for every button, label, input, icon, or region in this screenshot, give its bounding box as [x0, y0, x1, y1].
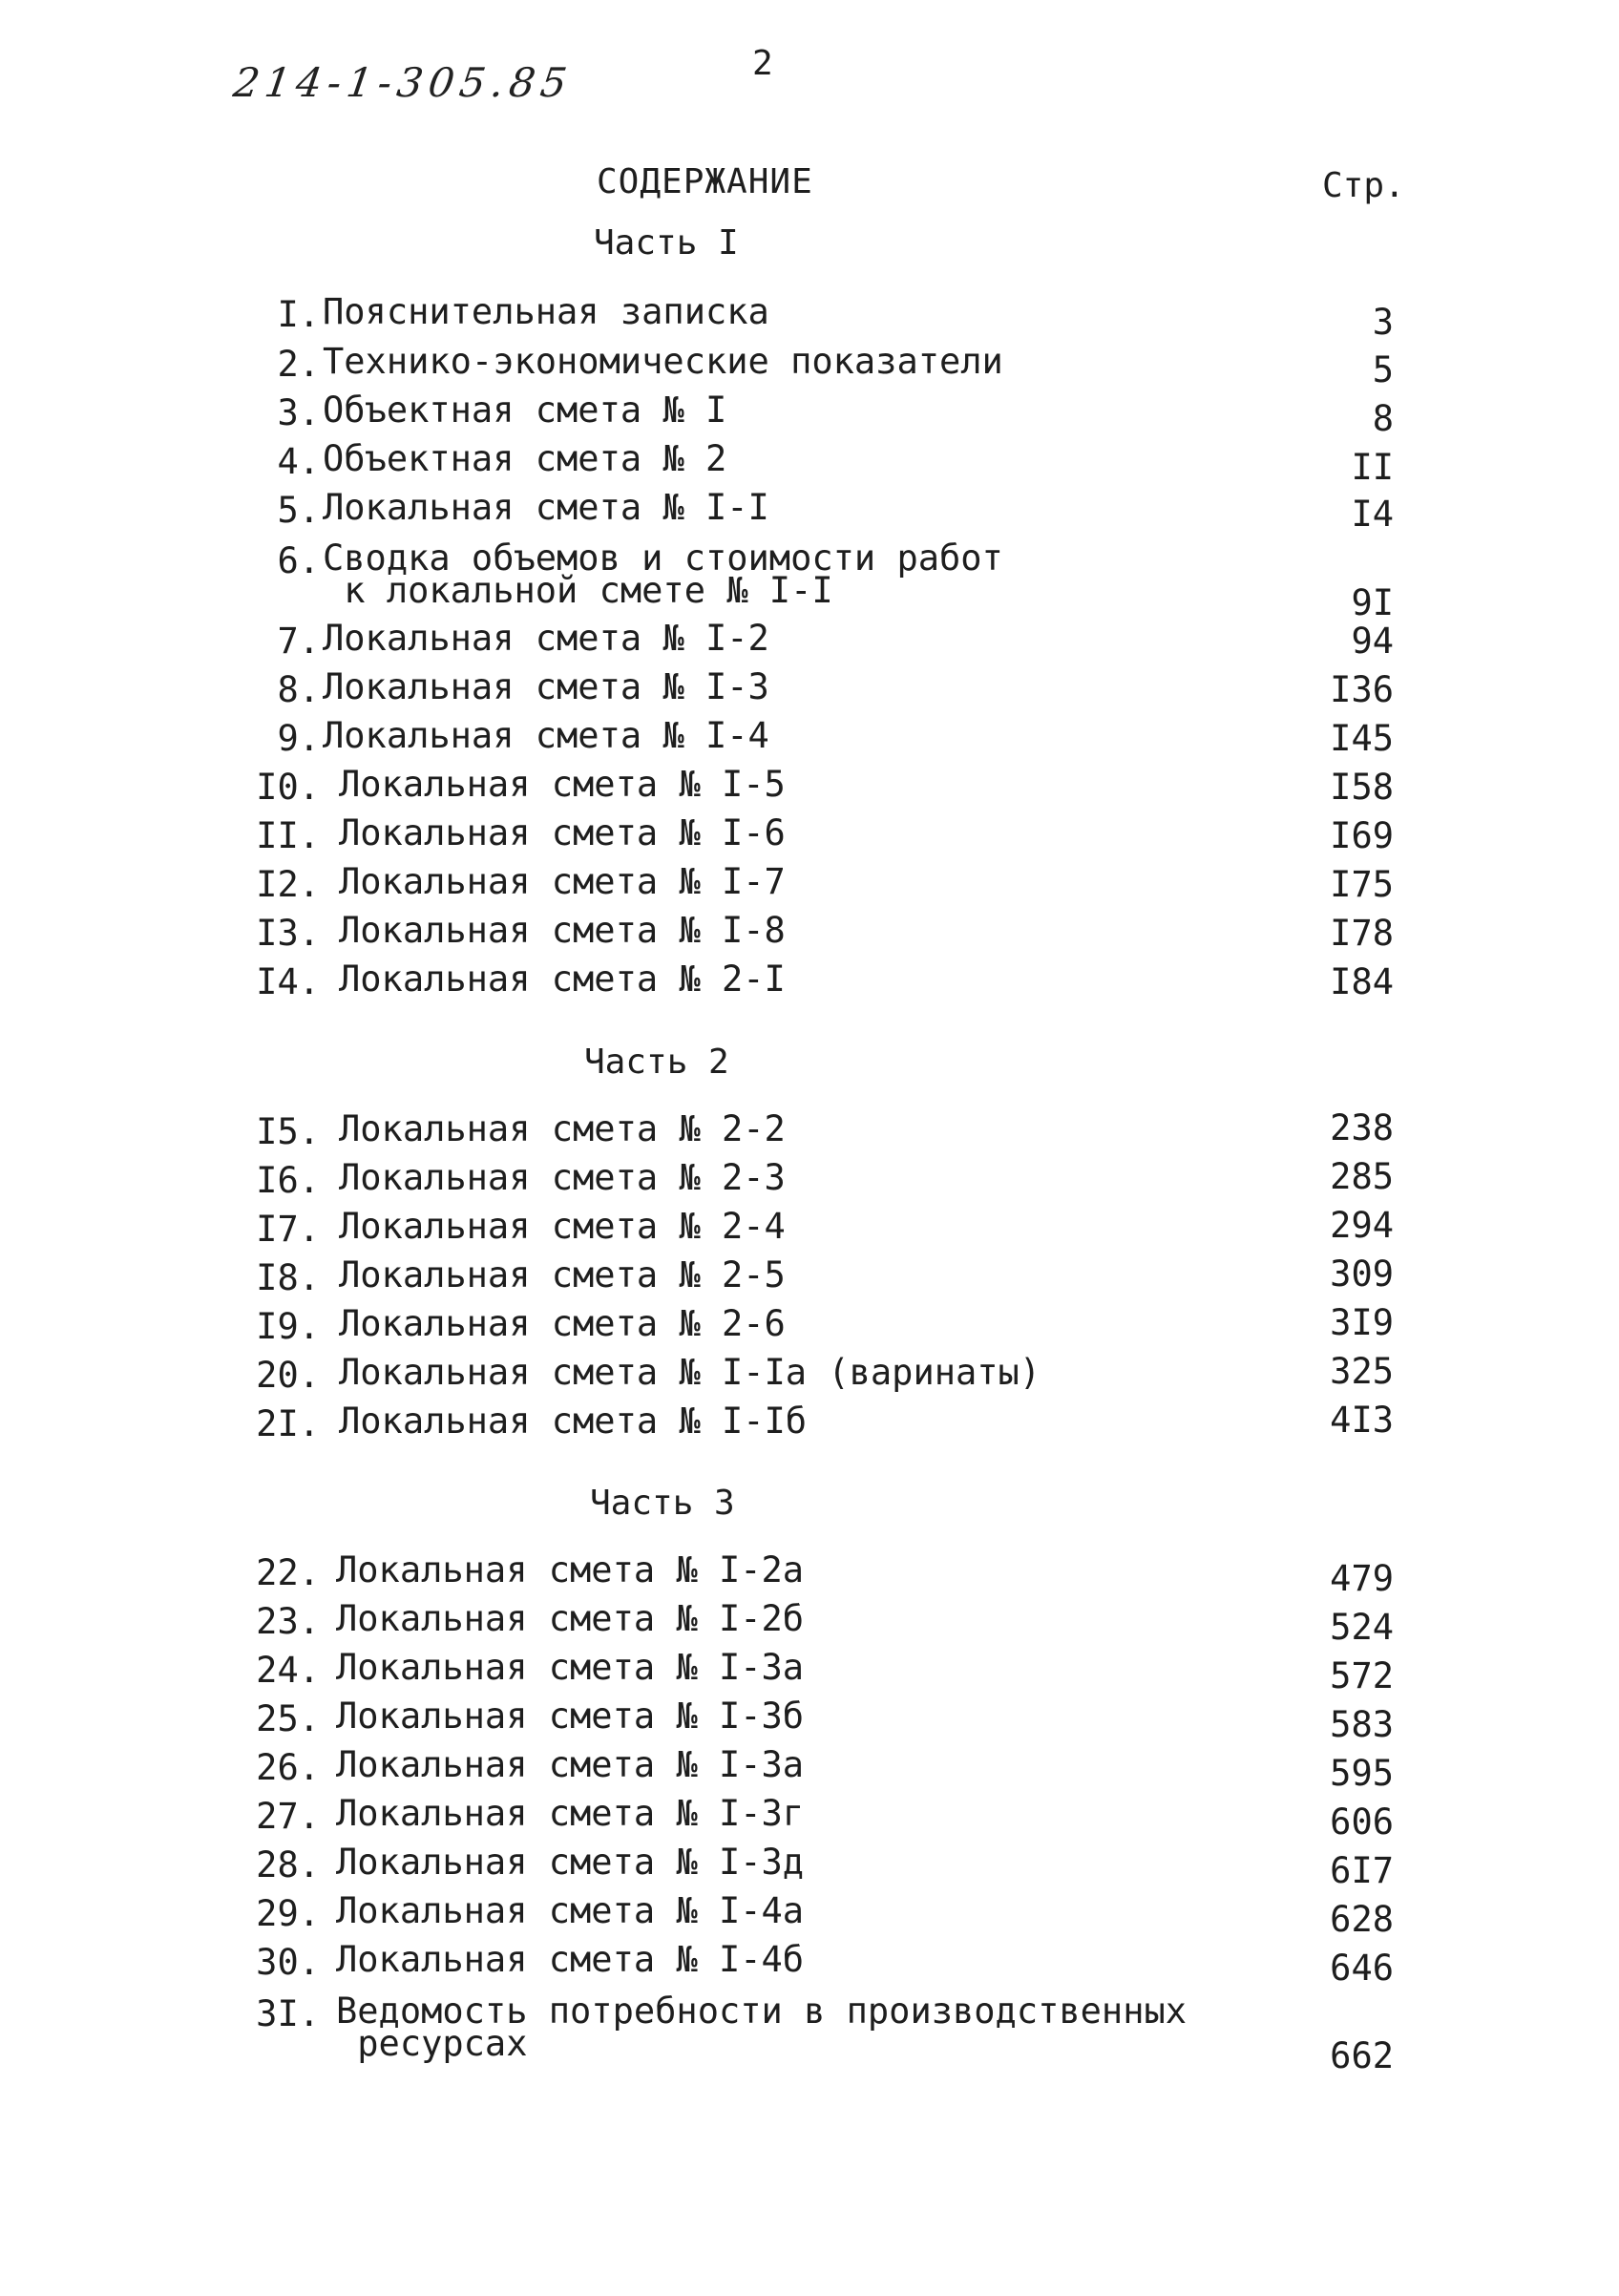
entry-number: 25. [256, 1698, 320, 1739]
toc-entry [0, 1890, 1619, 1940]
entry-number: 2. [277, 344, 320, 385]
entry-title: Ведомость потребности в производственных ресурсах [336, 1991, 1188, 2064]
toc-entry [0, 812, 1619, 856]
entry-title: Локальная смета № I-2а [336, 1549, 805, 1590]
toc-entry [0, 1939, 1619, 1989]
toc-entry [0, 618, 1619, 662]
toc-entry [0, 1991, 1619, 2076]
entry-page: 9I [1351, 582, 1394, 623]
toc-entry [0, 390, 1619, 439]
toc-entry [0, 1156, 1619, 1201]
entry-page: I75 [1330, 864, 1394, 905]
entry-page: II [1351, 447, 1394, 488]
entry-page: 5 [1372, 349, 1394, 390]
entry-title: Локальная смета № I-6 [339, 812, 786, 853]
entry-page: 8 [1372, 398, 1394, 439]
toc-entry [0, 1598, 1619, 1648]
entry-number: 20. [256, 1355, 320, 1396]
entry-number: 27. [256, 1796, 320, 1837]
entry-number: I8. [256, 1257, 320, 1298]
entry-number: 22. [256, 1552, 320, 1593]
toc-entry [0, 438, 1619, 488]
entry-page: 6I7 [1330, 1850, 1394, 1891]
entry-title: Локальная смета № I-3б [336, 1696, 805, 1737]
entry-number: I3. [256, 913, 320, 954]
entry-title: Локальная смета № 2-6 [339, 1303, 786, 1344]
toc-entry [0, 1842, 1619, 1891]
entry-page: 606 [1330, 1801, 1394, 1843]
entry-title: Локальная смета № 2-I [339, 958, 786, 1000]
entry-title: Локальная смета № I-3а [336, 1744, 805, 1785]
toc-entry [0, 1744, 1619, 1794]
entry-title: Локальная смета № I-4а [336, 1890, 805, 1931]
entry-title: Локальная смета № I-7 [339, 861, 786, 902]
toc-entry [0, 1205, 1619, 1250]
entry-title: Локальная смета № I-3г [336, 1793, 805, 1834]
entry-title: Локальная смета № 2-4 [339, 1206, 786, 1247]
entry-title: Локальная смета № I-4 [323, 715, 769, 756]
entry-number: 9. [277, 718, 320, 759]
entry-page: 325 [1330, 1351, 1394, 1392]
entry-number: II. [256, 815, 320, 856]
toc-entry [0, 1253, 1619, 1298]
entry-number: I2. [256, 864, 320, 905]
entry-number: 30. [256, 1942, 320, 1983]
entry-number: 6. [277, 540, 320, 581]
entry-number: I. [277, 294, 320, 335]
toc-entry [0, 1400, 1619, 1444]
entry-page: 628 [1330, 1899, 1394, 1940]
entry-page: 4I3 [1330, 1400, 1394, 1441]
entry-page: 3 [1372, 302, 1394, 343]
part-heading-3: Часть 3 [590, 1484, 735, 1523]
entry-page: I69 [1330, 815, 1394, 856]
entry-title: Локальная смета № I-I [323, 487, 769, 528]
entry-title: Локальная смета № 2-3 [339, 1157, 786, 1198]
entry-title: Локальная смета № I-2 [323, 618, 769, 659]
page-number: 2 [752, 44, 773, 83]
entry-number: 3. [277, 392, 320, 433]
toc-entry [0, 487, 1619, 535]
toc-entry [0, 764, 1619, 808]
entry-title: Локальная смета № I-8 [339, 910, 786, 951]
entry-title: Пояснительная записка [323, 291, 769, 332]
entry-number: 23. [256, 1601, 320, 1642]
entry-page: I36 [1330, 669, 1394, 710]
entry-page: I45 [1330, 718, 1394, 759]
toc-entry [0, 861, 1619, 905]
entry-page: 294 [1330, 1205, 1394, 1246]
toc-entry [0, 1549, 1619, 1599]
entry-number: I6. [256, 1160, 320, 1201]
page-column-header: Стр. [1322, 166, 1405, 205]
entry-number: 4. [277, 441, 320, 482]
toc-entry [0, 291, 1619, 343]
part-heading-1: Часть I [594, 223, 739, 263]
toc-entry [0, 715, 1619, 759]
entry-title: Сводка объемов и стоимости работ к локальной смете № I-I [323, 537, 1003, 611]
toc-entry [0, 341, 1619, 390]
entry-number: 5. [277, 490, 320, 531]
toc-entry [0, 666, 1619, 710]
entry-page: 662 [1330, 2035, 1394, 2076]
entry-number: I4. [256, 961, 320, 1002]
entry-title: Локальная смета № I-5 [339, 764, 786, 805]
entry-number: I5. [256, 1111, 320, 1152]
toc-entry [0, 1647, 1619, 1696]
part-heading-2: Часть 2 [584, 1043, 729, 1082]
entry-title: Локальная смета № I-Iб [339, 1401, 808, 1442]
toc-entry [0, 910, 1619, 954]
entry-page: I4 [1351, 494, 1394, 535]
entry-number: 3I. [256, 1993, 320, 2034]
entry-number: I9. [256, 1306, 320, 1347]
document-code: 214-1-305.85 [230, 59, 576, 106]
entry-number: 8. [277, 669, 320, 710]
toc-entry [0, 1696, 1619, 1745]
toc-entry [0, 958, 1619, 1002]
toc-entry [0, 1793, 1619, 1843]
entry-number: I0. [256, 767, 320, 808]
entry-title: Локальная смета № I-3а [336, 1647, 805, 1688]
entry-page: 285 [1330, 1156, 1394, 1197]
entry-page: I84 [1330, 961, 1394, 1002]
entry-page: 646 [1330, 1948, 1394, 1989]
entry-page: I58 [1330, 767, 1394, 808]
toc-entry [0, 1107, 1619, 1152]
entry-number: 7. [277, 621, 320, 662]
entry-page: 595 [1330, 1753, 1394, 1794]
entry-page: 3I9 [1330, 1302, 1394, 1343]
entry-title: Локальная смета № 2-2 [339, 1108, 786, 1149]
entry-title: Объектная смета № 2 [323, 438, 727, 479]
entry-title: Локальная смета № I-2б [336, 1598, 805, 1639]
toc-title: СОДЕРЖАНИЕ [597, 162, 813, 201]
entry-number: I7. [256, 1209, 320, 1250]
entry-number: 26. [256, 1747, 320, 1788]
toc-entry [0, 537, 1619, 623]
entry-page: 94 [1351, 621, 1394, 662]
entry-page: 583 [1330, 1704, 1394, 1745]
entry-page: 524 [1330, 1607, 1394, 1648]
entry-page: I78 [1330, 913, 1394, 954]
entry-number: 24. [256, 1650, 320, 1691]
entry-page: 572 [1330, 1655, 1394, 1696]
entry-page: 479 [1330, 1558, 1394, 1599]
entry-title: Локальная смета № I-3 [323, 666, 769, 707]
entry-page: 238 [1330, 1107, 1394, 1148]
toc-entry [0, 1302, 1619, 1347]
entry-title: Локальная смета № I-3д [336, 1842, 805, 1883]
entry-number: 2I. [256, 1403, 320, 1444]
entry-title: Локальная смета № I-4б [336, 1939, 805, 1980]
entry-title: Технико-экономические показатели [323, 341, 1003, 382]
toc-entry [0, 1351, 1619, 1396]
entry-page: 309 [1330, 1253, 1394, 1295]
entry-title: Объектная смета № I [323, 390, 727, 431]
entry-number: 28. [256, 1844, 320, 1885]
entry-number: 29. [256, 1893, 320, 1934]
entry-title: Локальная смета № 2-5 [339, 1254, 786, 1295]
entry-title: Локальная смета № I-Iа (варинаты) [339, 1352, 1041, 1393]
